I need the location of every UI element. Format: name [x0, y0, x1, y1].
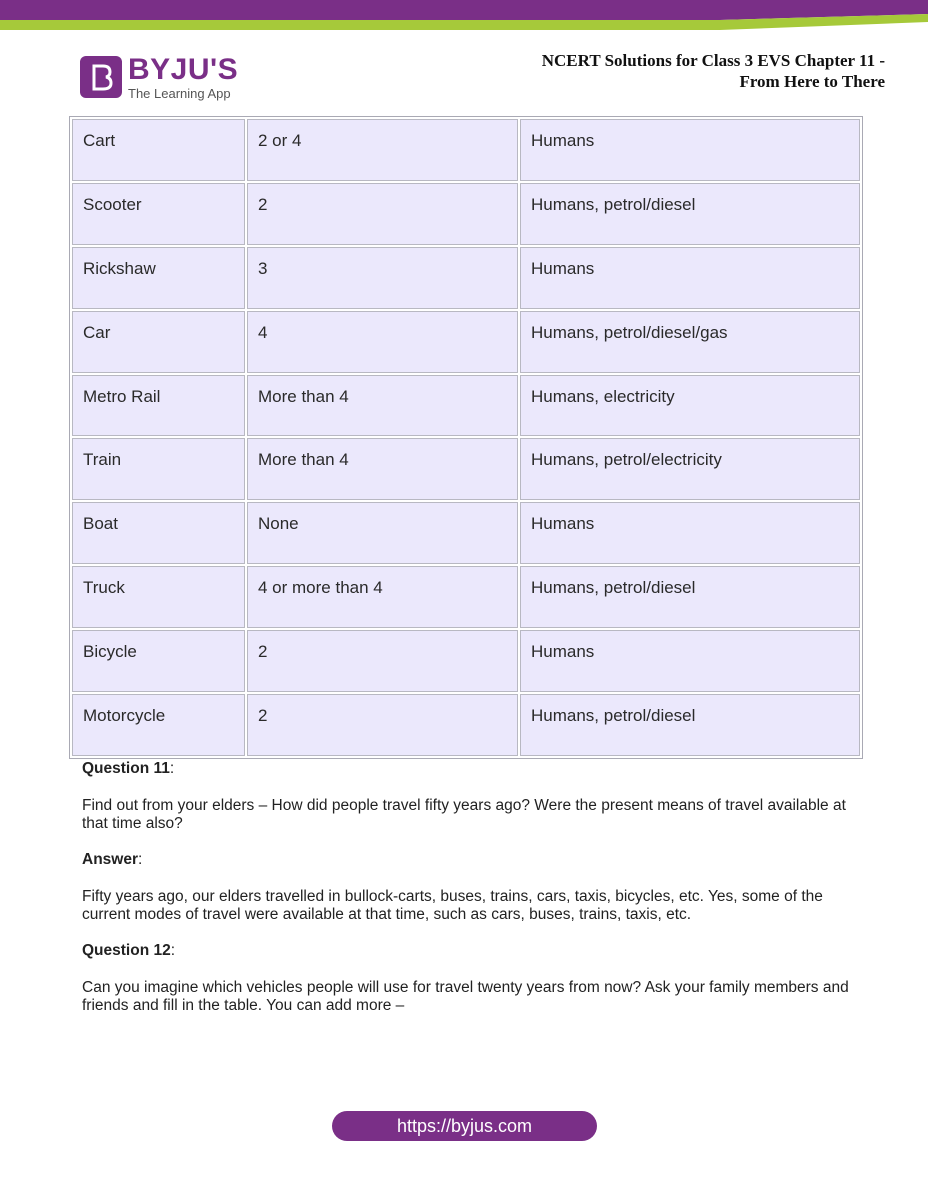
table-cell: 2 or 4: [247, 119, 518, 181]
answer-11-text: Fifty years ago, our elders travelled in bullock-carts, buses, trains, cars, taxis, bicycles, etc. Yes, some of the current modes of travel were available at that time, such as cars, buses, trains, taxis, etc.: [82, 888, 823, 923]
table-row: [72, 119, 860, 181]
table-cell: More than 4: [247, 438, 518, 500]
table-cell: More than 4: [247, 375, 518, 437]
table-cell: Humans, petrol/electricity: [520, 438, 860, 500]
table-row: [72, 183, 860, 245]
table-cell: Humans, petrol/diesel/gas: [520, 311, 860, 373]
table-cell: Humans, electricity: [520, 375, 860, 437]
logo-name: BYJU'S: [128, 52, 239, 86]
byjus-logo-icon: [80, 56, 122, 98]
table-row: [72, 247, 860, 309]
table-cell: Humans, petrol/diesel: [520, 183, 860, 245]
page-title-line1: NCERT Solutions for Class 3 EVS Chapter 11 -: [541, 51, 885, 70]
table-row: [72, 694, 860, 756]
table-cell: 4 or more than 4: [247, 566, 518, 628]
question-11-text: Find out from your elders – How did people travel fifty years ago? Were the present means of travel available at that time also?: [82, 797, 846, 832]
table-cell: 3: [247, 247, 518, 309]
table-cell: Humans, petrol/diesel: [520, 566, 860, 628]
table-cell: Motorcycle: [72, 694, 245, 756]
table-cell: Train: [72, 438, 245, 500]
table-cell: Boat: [72, 502, 245, 564]
table-cell: Metro Rail: [72, 375, 245, 437]
question-12-label: Question 12:: [82, 942, 176, 959]
footer-url-link[interactable]: https://byjus.com: [332, 1111, 597, 1141]
table-cell: Humans: [520, 502, 860, 564]
table-cell: Humans, petrol/diesel: [520, 694, 860, 756]
table-cell: Bicycle: [72, 630, 245, 692]
vehicles-table: [69, 116, 863, 759]
table-cell: Humans: [520, 630, 860, 692]
question-11-label: Question 11:: [82, 760, 175, 777]
table-cell: 2: [247, 183, 518, 245]
byjus-logo: [80, 54, 238, 100]
table-row: [72, 311, 860, 373]
table-cell: Humans: [520, 119, 860, 181]
table-cell: 2: [247, 694, 518, 756]
top-decorative-band: [0, 0, 928, 34]
table-cell: Scooter: [72, 183, 245, 245]
table-cell: Cart: [72, 119, 245, 181]
table-row: [72, 630, 860, 692]
table-cell: None: [247, 502, 518, 564]
page-title-line2: From Here to There: [739, 72, 885, 91]
table-cell: Car: [72, 311, 245, 373]
table-cell: 4: [247, 311, 518, 373]
logo-tagline: The Learning App: [128, 85, 231, 101]
table-row: [72, 502, 860, 564]
table-cell: Humans: [520, 247, 860, 309]
table-cell: 2: [247, 630, 518, 692]
table-row: [72, 566, 860, 628]
question-12-text: Can you imagine which vehicles people will use for travel twenty years from now? Ask your family members and friends and fill in the table. You can add more –: [82, 979, 849, 1014]
table-cell: Truck: [72, 566, 245, 628]
answer-11-label: Answer:: [82, 851, 143, 868]
table-row: [72, 375, 860, 437]
table-row: [72, 438, 860, 500]
page-title: [542, 50, 885, 92]
table-cell: Rickshaw: [72, 247, 245, 309]
